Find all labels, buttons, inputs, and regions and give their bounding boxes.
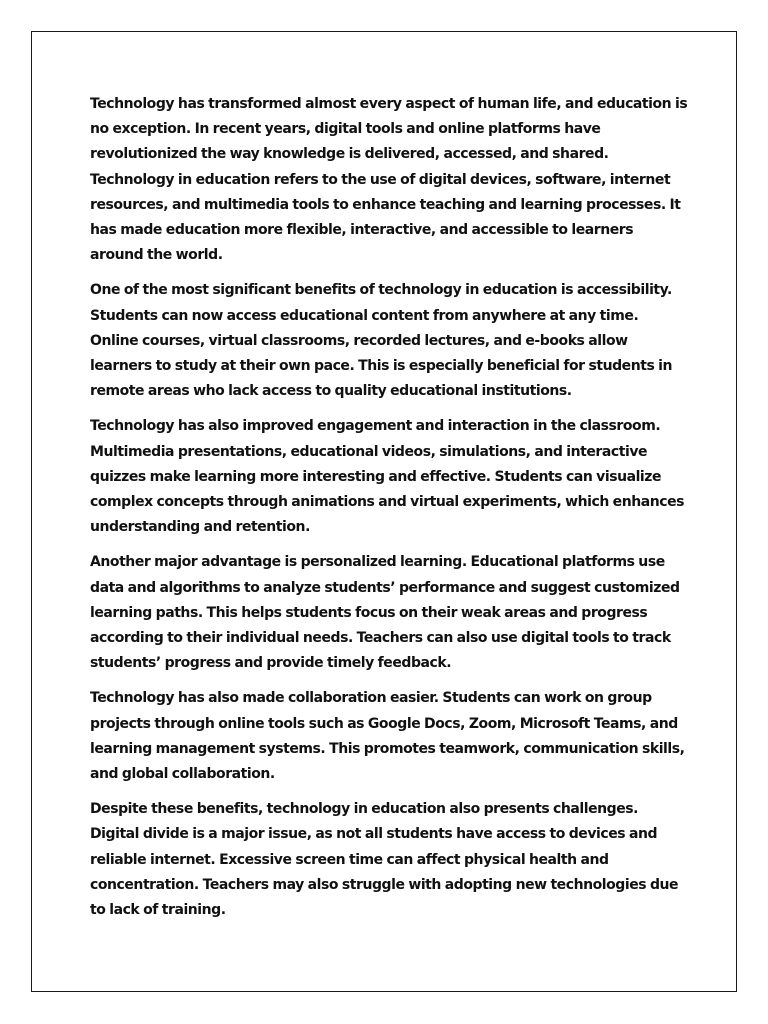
document-body bbox=[90, 92, 690, 933]
paragraph-6: Despite these benefits, technology in education also presents challenges. Digital divide is a major issue, as not all students have access to devices and reliable internet. Excessive screen time can affect physical health and concentration. Teachers may also struggle with adopting new technologies due to lack of training. bbox=[90, 801, 679, 919]
paragraph-2: One of the most significant benefits of technology in education is accessibility. Students can now access educational content from anywhere at any time. Online courses, virtual classrooms, recorded lectures, and e-books allow learners to study at their own pace. This is especially beneficial for students in remote areas who lack access to quality educational institutions. bbox=[90, 282, 673, 400]
paragraph-1: Technology has transformed almost every aspect of human life, and education is no exception. In recent years, digital tools and online platforms have revolutionized the way knowledge is delivered, accessed, and shared. Technology in education refers to the use of digital devices, software, internet resources, and multimedia tools to enhance teaching and learning processes. It has made education more flexible, interactive, and accessible to learners around the world. bbox=[90, 96, 688, 264]
paragraph-3: Technology has also improved engagement and interaction in the classroom. Multimedia presentations, educational videos, simulations, and interactive quizzes make learning more interesting and effective. Students can visualize complex concepts through animations and virtual experiments, which enhances understanding and retention. bbox=[90, 418, 685, 536]
paragraph-4: Another major advantage is personalized learning. Educational platforms use data and algorithms to analyze students’ performance and suggest customized learning paths. This helps students focus on their weak areas and progress according to their individual needs. Teachers can also use digital tools to track students’ progress and provide timely feedback. bbox=[90, 554, 680, 672]
paragraph-5: Technology has also made collaboration easier. Students can work on group projects through online tools such as Google Docs, Zoom, Microsoft Teams, and learning management systems. This promotes teamwork, communication skills, and global collaboration. bbox=[90, 690, 685, 783]
